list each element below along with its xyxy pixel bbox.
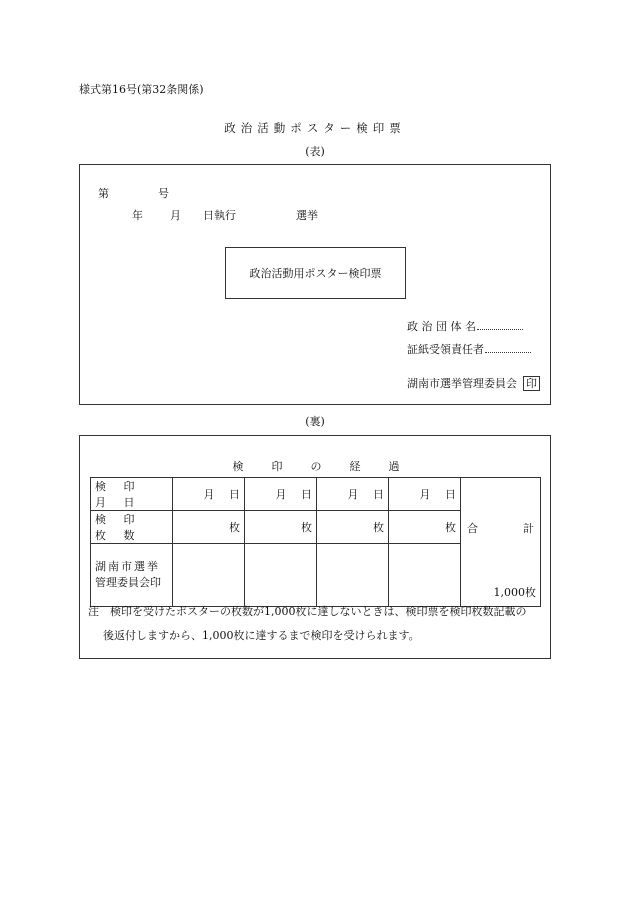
- date-cell: 月 日: [317, 478, 389, 511]
- date-cell: 月 日: [173, 478, 245, 511]
- row-date-label: 検 印 月 日: [91, 478, 173, 511]
- count-cell: 枚: [389, 511, 461, 544]
- heading-char: の: [310, 460, 322, 473]
- seal-cell: [317, 544, 389, 607]
- note-text: [88, 600, 548, 648]
- row-seal-label: 湖南市選挙 管理委員会印: [91, 544, 173, 607]
- back-side-label: (裏): [305, 415, 325, 428]
- officer-dotted-line: [485, 342, 531, 353]
- number-suffix: 号: [158, 187, 169, 200]
- total-label: 合 計: [467, 522, 534, 535]
- back-heading: [80, 458, 552, 474]
- org-name-dotted-line: [477, 319, 523, 330]
- inner-title-box: [225, 247, 406, 299]
- committee-line: [407, 375, 540, 391]
- inner-title: 政治活動用ポスター検印票: [249, 267, 382, 280]
- date-cell: 月 日: [245, 478, 317, 511]
- total-cell: [461, 478, 541, 607]
- count-cell: 枚: [173, 511, 245, 544]
- date-year: 年: [132, 209, 143, 222]
- form-reference: 様式第16号(第32条関係): [79, 83, 204, 96]
- seal-mark: 印: [523, 376, 540, 391]
- front-panel: [79, 164, 551, 405]
- seal-cell: [173, 544, 245, 607]
- total-value: 1,000枚: [493, 586, 536, 599]
- officer-label: 証紙受領責任者: [407, 343, 484, 356]
- count-cell: 枚: [317, 511, 389, 544]
- note-line: 後返付しますから、1,000枚に達するまで検印を受けられます。: [103, 629, 420, 642]
- date-cell: 月 日: [389, 478, 461, 511]
- heading-char: 過: [388, 460, 400, 473]
- heading-char: 検: [232, 460, 244, 473]
- date-month: 月: [170, 209, 181, 222]
- number-prefix: 第: [98, 187, 109, 200]
- row-count-label: 検 印 枚 数: [91, 511, 173, 544]
- date-day-exec: 日執行: [203, 209, 236, 222]
- seal-record-table: [90, 477, 541, 607]
- back-panel: [79, 435, 551, 659]
- seal-cell: [389, 544, 461, 607]
- front-side-label: (表): [305, 145, 325, 158]
- heading-char: 経: [349, 460, 361, 473]
- heading-char: 印: [271, 460, 283, 473]
- table-row: [91, 478, 541, 511]
- election-label: 選挙: [296, 209, 318, 222]
- org-name-line: [407, 318, 523, 334]
- note-line: 注 検印を受けたポスターの枚数が1,000枚に達しないときは、検印票を検印枚数記載の: [88, 605, 527, 618]
- org-name-label: 政 治 団 体 名: [407, 320, 476, 333]
- seal-cell: [245, 544, 317, 607]
- document-title: 政治活動ポスター検印票: [224, 121, 406, 135]
- count-cell: 枚: [245, 511, 317, 544]
- committee-name: 湖南市選挙管理委員会: [407, 377, 517, 390]
- officer-line: [407, 341, 531, 357]
